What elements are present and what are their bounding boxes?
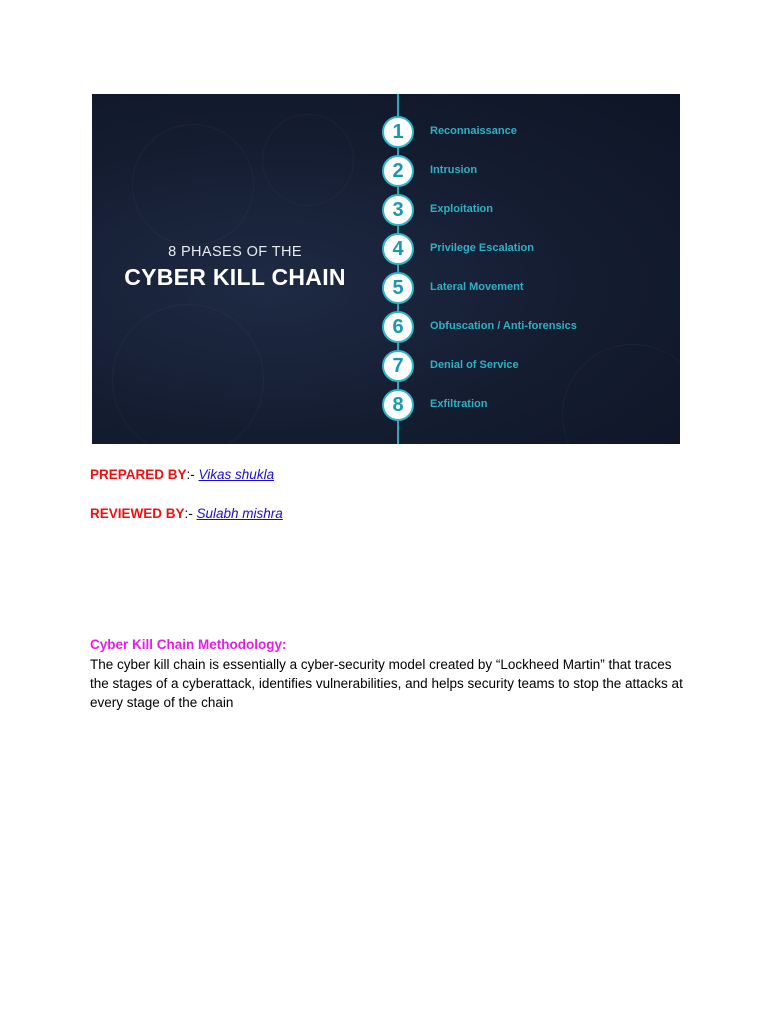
phase-item: [92, 272, 680, 306]
section-body-text: The cyber kill chain is essentially a cyber-security model created by “Lockheed Martin” that traces the stages of a cyberattack, identifies vulnerabilities, and helps security teams to stop the attacks at every stage of the chain: [90, 657, 683, 710]
reviewed-by-label: REVIEWED BY: [90, 506, 185, 521]
phase-label: Intrusion: [430, 164, 478, 176]
phase-number-badge: 7: [382, 350, 414, 382]
phase-number-badge: 4: [382, 233, 414, 265]
reviewed-by-name-link[interactable]: Sulabh mishra: [196, 506, 283, 521]
phase-label: Reconnaissance: [430, 125, 517, 137]
phase-item: [92, 311, 680, 345]
phase-number-badge: 5: [382, 272, 414, 304]
phase-number-badge: 6: [382, 311, 414, 343]
phase-item: [92, 116, 680, 150]
phase-number-badge: 2: [382, 155, 414, 187]
prepared-by-separator: :-: [186, 467, 199, 482]
phase-item: [92, 233, 680, 267]
section-heading: Cyber Kill Chain Methodology:: [90, 637, 287, 652]
phase-number-badge: 8: [382, 389, 414, 421]
phase-label: Exfiltration: [430, 398, 488, 410]
kill-chain-banner-image: [92, 94, 680, 444]
phase-item: [92, 350, 680, 384]
prepared-by-label: PREPARED BY: [90, 467, 187, 482]
phase-label: Denial of Service: [430, 359, 519, 371]
reviewed-by-separator: :-: [184, 506, 197, 521]
phase-item: [92, 389, 680, 423]
phase-label: Lateral Movement: [430, 281, 524, 293]
phase-number-badge: 1: [382, 116, 414, 148]
banner-subtitle: 8 PHASES OF THE: [168, 244, 302, 260]
prepared-by-name-link[interactable]: Vikas shukla: [198, 467, 275, 482]
phase-number-badge: 3: [382, 194, 414, 226]
reviewed-by-line: [90, 506, 283, 521]
phase-label: Obfuscation / Anti-forensics: [430, 320, 577, 332]
phase-item: [92, 155, 680, 189]
phase-label: Privilege Escalation: [430, 242, 534, 254]
phase-label: Exploitation: [430, 203, 493, 215]
phase-item: [92, 194, 680, 228]
banner-title: CYBER KILL CHAIN: [124, 264, 346, 290]
prepared-by-line: [90, 467, 274, 482]
